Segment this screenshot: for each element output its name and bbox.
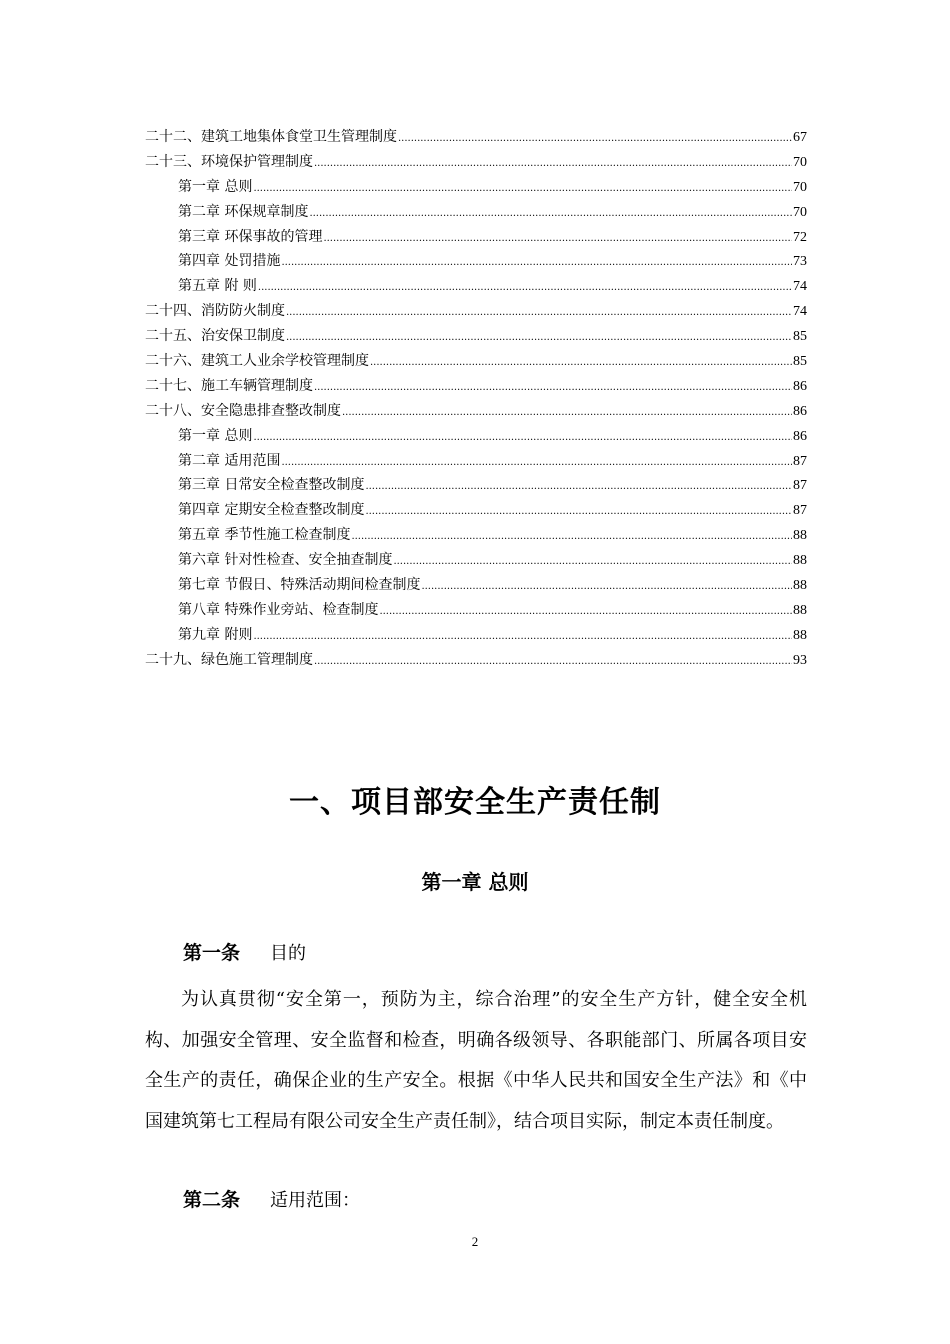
toc-dot-leader [314, 152, 792, 177]
toc-dot-leader [365, 475, 792, 500]
toc-dot-leader [314, 650, 792, 675]
toc-entry-title: 第一章 总则 [178, 427, 253, 444]
toc-entry-page: 88 [793, 528, 807, 544]
toc-subentry[interactable] [145, 598, 807, 623]
body-paragraph: 为认真贯彻“安全第一，预防为主，综合治理”的安全生产方针，健全安全机构、加强安全管理、安全监督和检查，明确各级领导、各职能部门、所属各项目安全生产的责任，确保企业的生产安全。根据《中华人民共和国安全生产法》和《中国建筑第七工程局有限公司安全生产责任制》，结合项目实际，制定本责任制度。 [145, 989, 807, 1132]
toc-subentry[interactable] [145, 473, 807, 498]
toc-subentry[interactable] [145, 548, 807, 573]
toc-dot-leader [365, 500, 792, 525]
toc-subentry[interactable] [145, 249, 807, 274]
toc-entry-page: 88 [793, 602, 807, 618]
article-number: 第二条 [183, 1189, 241, 1211]
toc-subentry[interactable] [145, 200, 807, 225]
article-heading [183, 938, 306, 965]
toc-dot-leader [253, 426, 792, 451]
toc-dot-leader [286, 301, 792, 326]
toc-entry-page: 73 [793, 254, 807, 270]
toc-entry-title: 第四章 定期安全检查整改制度 [178, 502, 365, 519]
toc-entry-page: 86 [793, 428, 807, 444]
toc-entry-title: 二十九、绿色施工管理制度 [145, 651, 313, 668]
toc-dot-leader [314, 376, 792, 401]
toc-entry-title: 第八章 特殊作业旁站、检查制度 [178, 601, 379, 618]
toc-entry[interactable] [145, 648, 807, 673]
toc-entry-title: 二十五、治安保卫制度 [145, 328, 285, 345]
toc-entry-page: 88 [793, 578, 807, 594]
chapter-title: 第一章 总则 [421, 870, 529, 894]
toc-entry-title: 第一章 总则 [178, 178, 253, 195]
article-text: 适用范围： [270, 1190, 361, 1211]
toc-entry-page: 93 [793, 652, 807, 668]
toc-entry-title: 第七章 节假日、特殊活动期间检查制度 [178, 577, 421, 594]
toc-dot-leader [253, 625, 792, 650]
toc-entry-page: 70 [793, 179, 807, 195]
toc-entry-page: 88 [793, 627, 807, 643]
toc-dot-leader [309, 202, 792, 227]
toc-entry-page: 87 [793, 478, 807, 494]
toc-entry-page: 67 [793, 130, 807, 145]
article-number: 第一条 [183, 942, 241, 964]
toc-subentry[interactable] [145, 175, 807, 200]
toc-entry-page: 87 [793, 453, 807, 469]
toc-entry-title: 二十三、环境保护管理制度 [145, 153, 313, 170]
toc-entry-page: 87 [793, 503, 807, 519]
article-heading [183, 1185, 360, 1212]
toc-entry-title: 二十七、施工车辆管理制度 [145, 377, 313, 394]
toc-subentry[interactable] [145, 498, 807, 523]
toc-entry-page: 86 [793, 378, 807, 394]
toc-entry-page: 85 [793, 354, 807, 370]
toc-entry-title: 第二章 环保规章制度 [178, 203, 309, 220]
toc-dot-leader [342, 401, 792, 426]
toc-subentry[interactable] [145, 225, 807, 250]
toc-entry-title: 第四章 处罚措施 [178, 253, 281, 270]
toc-subentry[interactable] [145, 274, 807, 299]
toc-entry-title: 第三章 日常安全检查整改制度 [178, 477, 365, 494]
toc-dot-leader [370, 351, 792, 376]
toc-entry-page: 85 [793, 329, 807, 345]
toc-subentry[interactable] [145, 623, 807, 648]
toc-entry-title: 二十二、建筑工地集体食堂卫生管理制度 [145, 129, 397, 145]
toc-entry-page: 74 [793, 304, 807, 320]
toc-subentry[interactable] [145, 573, 807, 598]
toc-entry[interactable] [145, 349, 807, 374]
toc-dot-leader [258, 276, 792, 301]
toc-entry-title: 第九章 附则 [178, 626, 253, 643]
toc-entry-page: 88 [793, 553, 807, 569]
toc-entry-title: 第二章 适用范围 [178, 452, 281, 469]
toc-entry-page: 70 [793, 154, 807, 170]
toc-subentry[interactable] [145, 523, 807, 548]
toc-entry[interactable] [145, 299, 807, 324]
toc-entry-title: 二十四、消防防火制度 [145, 303, 285, 320]
toc-entry[interactable] [145, 324, 807, 349]
toc-entry-title: 第六章 针对性检查、安全抽查制度 [178, 552, 393, 569]
toc-dot-leader [393, 550, 792, 575]
toc-entry-title: 二十八、安全隐患排查整改制度 [145, 402, 341, 419]
toc-entry[interactable] [145, 125, 807, 150]
toc-subentry[interactable] [145, 449, 807, 474]
toc-entry[interactable] [145, 399, 807, 424]
toc-entry[interactable] [145, 374, 807, 399]
section-title: 一、项目部安全生产责任制 [289, 785, 661, 820]
toc-entry-title: 第五章 附 则 [178, 278, 257, 295]
toc-entry-page: 86 [793, 403, 807, 419]
toc-entry-title: 第五章 季节性施工检查制度 [178, 527, 351, 544]
toc-dot-leader [281, 451, 792, 476]
toc-dot-leader [421, 575, 792, 600]
article-text: 目的 [270, 943, 307, 964]
toc-subentry[interactable] [145, 424, 807, 449]
toc-dot-leader [253, 177, 792, 202]
toc-dot-leader [398, 127, 792, 152]
toc-entry-title: 二十六、建筑工人业余学校管理制度 [145, 353, 369, 370]
toc-entry-page: 70 [793, 204, 807, 220]
toc-dot-leader [351, 525, 792, 550]
toc-dot-leader [323, 227, 792, 252]
toc-dot-leader [281, 251, 792, 276]
toc-dot-leader [379, 600, 792, 625]
toc-entry-page: 74 [793, 279, 807, 295]
toc-entry[interactable] [145, 150, 807, 175]
table-of-contents [145, 125, 807, 673]
page-number: 2 [471, 1234, 479, 1249]
toc-entry-title: 第三章 环保事故的管理 [178, 228, 323, 245]
toc-entry-page: 72 [793, 229, 807, 245]
toc-dot-leader [286, 326, 792, 351]
